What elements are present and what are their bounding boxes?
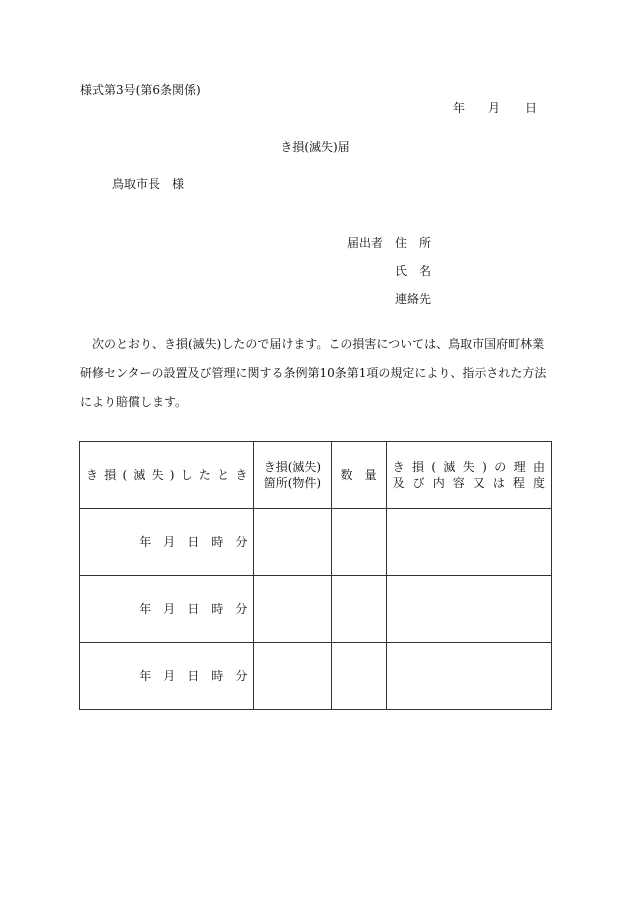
table-header-row xyxy=(80,442,552,509)
unit-day: 日 xyxy=(187,669,200,683)
quantity-cell[interactable] xyxy=(331,509,386,576)
location-cell[interactable] xyxy=(254,643,331,710)
unit-year: 年 xyxy=(139,535,152,549)
address-label: 住 所 xyxy=(395,236,432,250)
header-reason xyxy=(386,442,551,509)
contact-label: 連絡先 xyxy=(395,292,432,306)
header-quantity: 数 量 xyxy=(331,442,386,509)
reason-cell[interactable] xyxy=(386,576,551,643)
time-cell[interactable] xyxy=(80,576,254,643)
addressee: 鳥取市長 様 xyxy=(112,177,185,191)
date-year-label: 年 xyxy=(453,101,466,115)
date-day-label: 日 xyxy=(525,101,538,115)
unit-year: 年 xyxy=(139,602,152,616)
unit-hour: 時 xyxy=(211,669,224,683)
table-row xyxy=(80,643,552,710)
location-cell[interactable] xyxy=(254,509,331,576)
header-location-line1: き損(滅失) xyxy=(263,460,322,474)
declaration-text: 次のとおり、き損(滅失)したので届けます。この損害については、鳥取市国府町林業研修センターの設置及び管理に関する条例第10条第1項の規定により、指示された方法により賠償します。 xyxy=(80,337,547,409)
unit-day: 日 xyxy=(187,535,200,549)
header-location xyxy=(254,442,331,509)
damage-report-table xyxy=(79,441,552,710)
location-cell[interactable] xyxy=(254,576,331,643)
table-row xyxy=(80,576,552,643)
unit-month: 月 xyxy=(163,535,176,549)
quantity-cell[interactable] xyxy=(331,643,386,710)
date-month-label: 月 xyxy=(488,101,501,115)
unit-month: 月 xyxy=(163,602,176,616)
unit-year: 年 xyxy=(139,669,152,683)
unit-hour: 時 xyxy=(211,535,224,549)
table-row xyxy=(80,509,552,576)
header-location-line2: 箇所(物件) xyxy=(263,476,322,490)
unit-hour: 時 xyxy=(211,602,224,616)
unit-minute: 分 xyxy=(235,602,248,616)
name-label: 氏 名 xyxy=(395,264,432,278)
applicant-label: 届出者 xyxy=(347,236,384,250)
unit-minute: 分 xyxy=(235,535,248,549)
form-number: 様式第3号(第6条関係) xyxy=(80,83,201,97)
time-cell[interactable] xyxy=(80,509,254,576)
unit-month: 月 xyxy=(163,669,176,683)
time-cell[interactable] xyxy=(80,643,254,710)
reason-cell[interactable] xyxy=(386,509,551,576)
unit-day: 日 xyxy=(187,602,200,616)
reason-cell[interactable] xyxy=(386,643,551,710)
quantity-cell[interactable] xyxy=(331,576,386,643)
document-title: き損(滅失)届 xyxy=(280,140,350,154)
header-when: き損(滅失)したとき xyxy=(80,442,254,509)
unit-minute: 分 xyxy=(235,669,248,683)
header-reason-line2: 及び内容又は程度 xyxy=(392,476,545,490)
header-reason-line1: き損(滅失)の理由 xyxy=(392,460,545,474)
